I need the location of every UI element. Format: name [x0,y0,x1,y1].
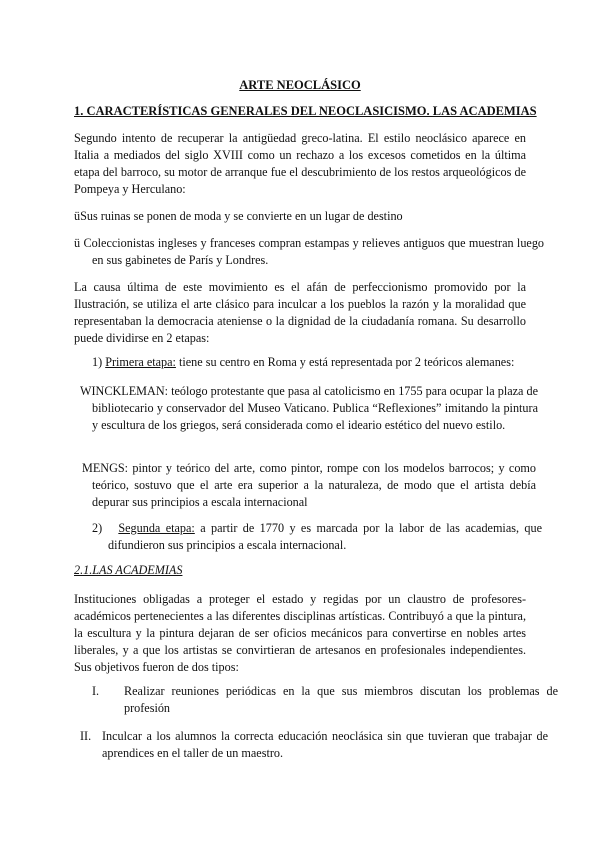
stage-1 [92,354,526,371]
stage-label: Primera etapa: [105,355,176,369]
roman-numeral: II. [80,729,92,743]
objective-item [92,683,558,717]
section-heading: 1. CARACTERÍSTICAS GENERALES DEL NEOCLASICISMO. LAS ACADEMIAS [74,104,537,118]
intro-paragraph: Segundo intento de recuperar la antigüedad greco-latina. El estilo neoclásico aparece en Italia a mediados del siglo XVIII como un rechazo a los excesos cometidos en la última etapa del barroco, su motor de arranque fue el descubrimiento de los restos arqueológicos de Pompeya y Herculano: [74,131,526,196]
objective-text: Inculcar a los alumnos la correcta educación neoclásica sin que tuvieran que trabajar de aprendices en el taller de un maestro. [102,729,548,760]
objective-item [80,728,548,762]
academies-paragraph: Instituciones obligadas a proteger el estado y regidas por un claustro de profesores-académicos pertenecientes a las diferentes disciplinas artísticas. Contribuyó a que la pintura, la escultura y la pintura dejaran de ser oficios mecánicos para convertirse en nobles artes liberales, y a que los artistas se convirtieran de artesanos en profesionales independientes. Sus objetivos fueron de dos tipos: [74,592,526,674]
document-title: ARTE NEOCLÁSICO [239,78,361,92]
mengs-paragraph: MENGS: pintor y teórico del arte, como pintor, rompe con los modelos barrocos; y como teórico, sostuvo que el arte era superior a la naturaleza, de modo que el artista debía depurar sus principios a escala internacional [82,461,536,509]
checkmark-icon: ü [74,236,81,250]
cause-paragraph: La causa última de este movimiento es el afán de perfeccionismo promovido por la Ilustración, se utiliza el arte clásico para inculcar a los pueblos la razón y la moralidad que representaban la democracia ateniense o la dignidad de la ciudadanía romana. Su desarrollo puede dividirse en 2 etapas: [74,280,526,345]
subsection-heading: 2.1.LAS ACADEMIAS [74,563,183,577]
stage-text: a partir de 1770 y es marcada por la labor de las academias, que difundieron sus principios a escala internacional. [108,521,543,552]
winckleman-paragraph: WINCKLEMAN: teólogo protestante que pasa al catolicismo en 1755 para ocupar la plaza de bibliotecario y conservador del Museo Vaticano. Publica “Reflexiones” imitando la pintura y escultura de los griegos, será considerada como el ideario estético del nuevo estilo. [80,384,538,432]
bullet-text: Sus ruinas se ponen de moda y se convierte en un lugar de destino [80,209,403,223]
bullet-item [74,208,526,225]
roman-numeral: I. [92,684,100,698]
checkmark-icon: ü [74,209,81,223]
stage-text: tiene su centro en Roma y está representada por 2 teóricos alemanes: [175,355,515,369]
objective-text: Realizar reuniones periódicas en la que sus miembros discutan los problemas de profesión [124,684,558,715]
bullet-text: Coleccionistas ingleses y franceses compran estampas y relieves antiguos que muestran luego en sus gabinetes de París y Londres. [83,236,545,267]
stage-label: Segunda etapa: [118,521,195,535]
stage-number: 1) [92,355,103,369]
bullet-item [74,235,544,269]
stage-number: 2) [92,521,103,535]
stage-2 [92,520,542,554]
